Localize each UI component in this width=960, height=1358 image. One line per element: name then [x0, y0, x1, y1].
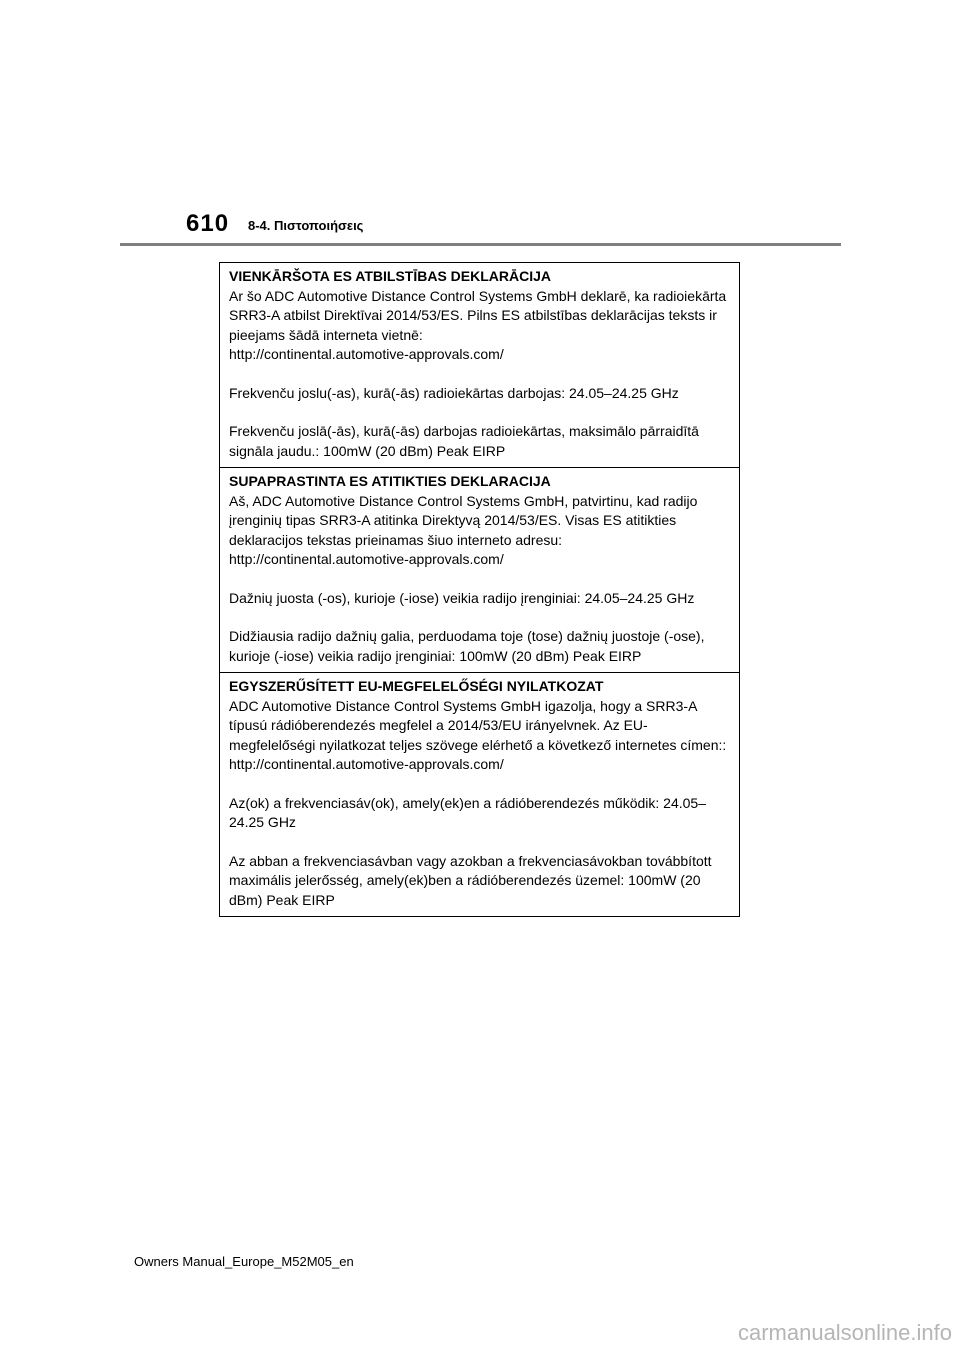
declaration-intro: Aš, ADC Automotive Distance Control Systems GmbH, patvirtinu, kad radijo įrenginių tipas SRR3-A atitinka Direktyvą 2014/53/ES. Visas ES atitikties deklaracijos tekstas prieinamas šiuo interneto adresu:: [229, 492, 698, 548]
declaration-url: http://continental.automotive-approvals.com/: [229, 346, 504, 362]
watermark: carmanualsonline.info: [737, 1320, 952, 1345]
footer-manual-id: Owners Manual_Europe_M52M05_en: [134, 1254, 354, 1269]
declaration-url: http://continental.automotive-approvals.com/: [229, 756, 504, 772]
declaration-power: Az abban a frekvenciasávban vagy azokban a frekvenciasávokban továbbított maximális jelerősség, amely(ek)ben a rádióberendezés üzemel: 100mW (20 dBm) Peak EIRP: [229, 852, 712, 908]
declaration-intro: ADC Automotive Distance Control Systems GmbH igazolja, hogy a SRR3-A típusú rádióberendezés megfelel a 2014/53/EU irányelvnek. Az EU-megfelelőségi nyilatkozat teljes szövege elérhető a következő internetes címen::: [229, 697, 727, 753]
declaration-frequency: Dažnių juosta (-os), kurioje (-iose) veikia radijo įrenginiai: 24.05–24.25 GHz: [229, 589, 695, 606]
declaration-power: Didžiausia radijo dažnių galia, perduodama toje (tose) dažnių juostoje (-ose), kurioje (-iose) veikia radijo įrenginiai: 100mW (20 dBm) Peak EIRP: [229, 628, 705, 664]
declaration-power: Frekvenču joslā(-ās), kurā(-ās) darbojas radioiekārtas, maksimālo pārraidītā signāla jaudu.: 100mW (20 dBm) Peak EIRP: [229, 423, 699, 459]
declaration-lithuanian: [220, 467, 739, 672]
declaration-intro: Ar šo ADC Automotive Distance Control Systems GmbH deklarē, ka radioiekārta SRR3-A atbilst Direktīvai 2014/53/ES. Pilns ES atbilstības deklarācijas teksts ir pieejams šādā interneta vietnē:: [229, 287, 727, 343]
declarations-box: [219, 262, 740, 917]
page-number: 610: [186, 210, 230, 237]
declaration-heading: SUPAPRASTINTA ES ATITIKTIES DEKLARACIJA: [229, 473, 551, 489]
declaration-heading: EGYSZERŰSÍTETT EU-MEGFELELŐSÉGI NYILATKOZAT: [229, 678, 604, 694]
declaration-frequency: Frekvenču joslu(-as), kurā(-ās) radioiekārtas darbojas: 24.05–24.25 GHz: [229, 384, 679, 401]
declaration-heading: VIENKĀRŠOTA ES ATBILSTĪBAS DEKLARĀCIJA: [229, 268, 552, 284]
declaration-hungarian: [220, 672, 739, 916]
declaration-frequency: Az(ok) a frekvenciasáv(ok), amely(ek)en a rádióberendezés működik: 24.05–24.25 GHz: [229, 794, 707, 830]
header-divider: [120, 243, 841, 246]
section-title: 8-4. Πιστοποιήσεις: [248, 218, 364, 233]
declaration-latvian: [220, 263, 739, 467]
declaration-url: http://continental.automotive-approvals.com/: [229, 551, 504, 567]
